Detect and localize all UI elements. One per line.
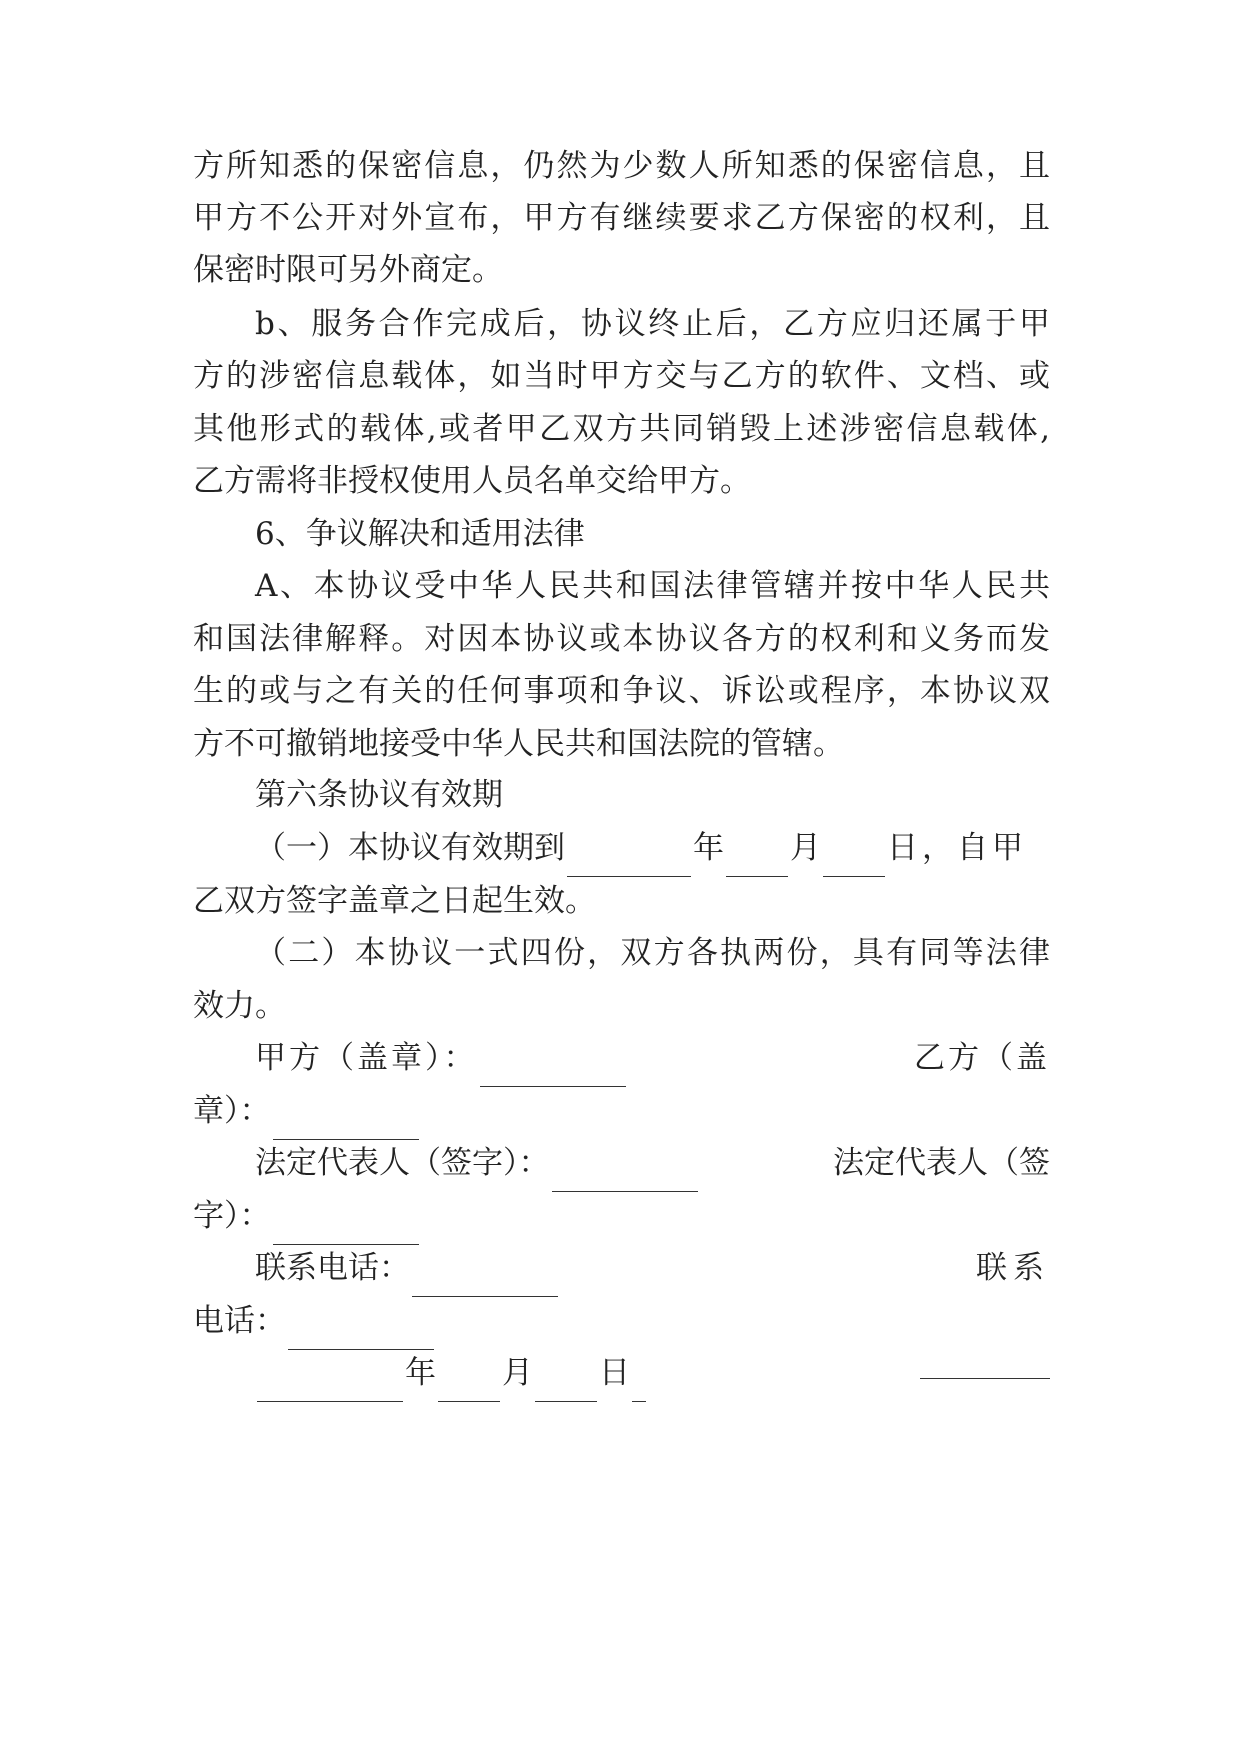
- year-label: 年: [693, 830, 724, 866]
- date-day-blank: [535, 1365, 597, 1402]
- paragraph-line: 方的涉密信息载体，如当时甲方交与乙方的软件、文档、或: [193, 358, 1050, 394]
- paragraph-line: 和国法律解释。对因本协议或本协议各方的权利和义务而发: [193, 621, 1050, 657]
- month-label: 月: [790, 830, 821, 866]
- rep-b-label: 法定代表人（签: [833, 1145, 1050, 1181]
- paragraph-line: 生的或与之有关的任何事项和争议、诉讼或程序，本协议双: [193, 673, 1050, 709]
- party-b-seal-label: 乙方（盖: [914, 1040, 1050, 1076]
- rep-b-line: [193, 1187, 1050, 1245]
- date-line: [255, 1344, 1050, 1402]
- paragraph-line: 甲方不公开对外宣布，甲方有继续要求乙方保密的权利，且: [193, 200, 1050, 236]
- paragraph-line: 保密时限可另外商定。: [193, 252, 503, 288]
- party-a-seal-label: 甲方（盖章）：: [255, 1040, 478, 1076]
- paragraph-line: 乙方需将非授权使用人员名单交给甲方。: [193, 463, 751, 499]
- paragraph-line: A、本协议受中华人民共和国法律管辖并按中华人民共: [255, 568, 1050, 604]
- phone-b-label: 联系: [976, 1250, 1050, 1286]
- section-heading: 6、争议解决和适用法律: [255, 516, 585, 552]
- paragraph-line: 方所知悉的保密信息，仍然为少数人所知悉的保密信息，且: [193, 148, 1050, 184]
- paragraph-line: （二）本协议一式四份，双方各执两份，具有同等法律: [255, 935, 1050, 971]
- rep-a-line: [255, 1134, 1050, 1192]
- date-trailing-blank: [632, 1365, 646, 1402]
- date-day-label: 日: [599, 1355, 630, 1391]
- rep-a-label: 法定代表人（签字）：: [255, 1145, 550, 1181]
- day-label: 日，自甲: [887, 830, 1027, 866]
- date-month-blank: [438, 1365, 500, 1402]
- party-b-seal-line: [193, 1082, 1050, 1140]
- party-a-seal-line: [255, 1029, 1050, 1087]
- phone-a-label: 联系电话：: [255, 1250, 410, 1286]
- party-b-seal-label-cont: 章）：: [193, 1093, 271, 1129]
- date-year-label: 年: [405, 1355, 436, 1391]
- phone-b-label-cont: 电话：: [193, 1303, 286, 1339]
- paragraph-line: 乙双方签字盖章之日起生效。: [193, 883, 596, 919]
- paragraph-line: 方不可撤销地接受中华人民共和国法院的管辖。: [193, 726, 844, 762]
- validity-line: [255, 819, 1050, 877]
- article-heading: 第六条协议有效期: [255, 777, 503, 813]
- rep-b-label-cont: 字）：: [193, 1198, 271, 1234]
- paragraph-line: 效力。: [193, 988, 286, 1024]
- paragraph-line: b、服务合作完成后，协议终止后，乙方应归还属于甲: [255, 306, 1050, 342]
- phone-a-line: [255, 1239, 1050, 1297]
- paragraph-line: 其他形式的载体,或者甲乙双方共同销毁上述涉密信息载体,: [193, 411, 1050, 447]
- validity-text: （一）本协议有效期到: [255, 830, 565, 866]
- date-month-label: 月: [502, 1355, 533, 1391]
- date-year-blank: [257, 1365, 403, 1402]
- party-b-date-blank: [920, 1342, 1050, 1379]
